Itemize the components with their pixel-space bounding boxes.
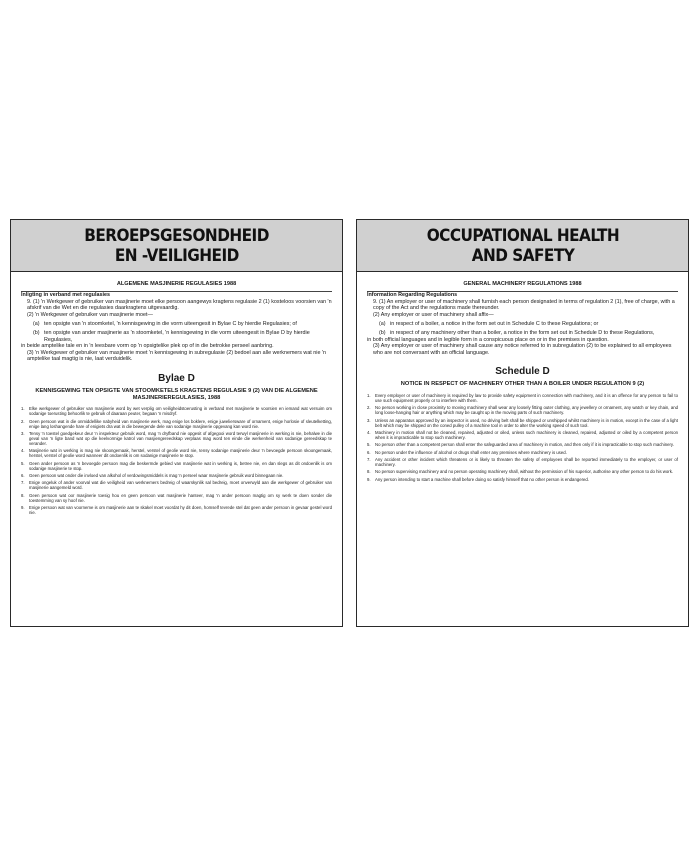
paragraph-9-3: (3) 'n Werkgewer of gebruiker van masjinerie moet 'n kennisgewing in subregulasie (2) bedoel aan alle werknemers wat nie 'n amptelike taal magtig is nie, laat verduidelik. xyxy=(27,349,327,363)
rule-item xyxy=(21,431,332,446)
item-label: (b) xyxy=(33,329,40,336)
rule-item xyxy=(21,480,332,490)
paragraph-tail: in both official languages and in legible form in a conspicuous place on or in the premises in question. xyxy=(367,336,609,343)
rule-text: Unless an apparatus approved by an inspector is used, no driving belt shall be shipped or unshipped whilst machinery is in motion, except in the case of a light belt which may be shipped on the coned pulley of a machine tool in order to alter the working speed of such tool. xyxy=(375,417,678,428)
list-item-a xyxy=(21,321,332,328)
rule-item xyxy=(367,430,678,440)
schedule-heading: Schedule D xyxy=(495,366,550,378)
rule-item xyxy=(367,418,678,428)
paragraph-9-1: 9. (1) An employer or user of machinery shall furnish each person designated in terms of regulation 2 (1), free of charge, with a copy of the Act and the regulations made thereunder. xyxy=(373,298,675,312)
notice-heading: KENNISGEWING TEN OPSIGTE VAN STOOMKETELS KRAGTENS REGULASIE 9 (2) VAN DIE ALGEMENE MASJINERIEREGULASIES, 1988 xyxy=(35,387,318,401)
rule-number: 5. xyxy=(21,460,25,466)
paragraph-9-1: 9. (1) 'n Werkgewer of gebruiker van masjinerie moet elke persoon aangewys kragtens regulasie 2 (1) kosteloos voorsien van 'n afskrif van die Wet en die regulasies daarkragtens uitgevaardig. xyxy=(27,298,332,312)
panel-header xyxy=(357,220,688,272)
rules-list xyxy=(21,406,332,515)
notice-heading: NOTICE IN RESPECT OF MACHINERY OTHER THAN A BOILER UNDER REGULATION 9 (2) xyxy=(400,381,645,388)
title-line-2: AND SAFETY xyxy=(471,245,574,266)
panel-body xyxy=(357,292,688,482)
item-label: (a) xyxy=(379,320,386,327)
rule-item xyxy=(21,505,332,515)
rule-item xyxy=(21,473,332,478)
rule-text: Geen persoon wat oor masjinerie toesig hou en geen persoon wat masjinerie hanteer, mag 'n ander persoon magtig om sy werk te doen sonder die toestemming van sy hoof nie. xyxy=(29,492,332,503)
rule-item xyxy=(367,469,678,474)
rule-item xyxy=(367,405,678,415)
item-text: in respect of a boiler, a notice in the form set out in Schedule C to these Regulations; or xyxy=(390,320,599,327)
rule-number: 1. xyxy=(367,392,371,398)
rule-item xyxy=(367,457,678,467)
rule-item xyxy=(367,450,678,455)
rule-number: 8. xyxy=(21,492,25,498)
paragraph-9-2: (2) Any employer or user of machinery shall affix— xyxy=(373,311,494,318)
rule-text: No person other than a competent person shall enter the safeguarded area of machinery in motion, and then only if it is impracticable to stop such machinery. xyxy=(375,442,674,448)
rules-list xyxy=(367,393,678,482)
rule-number: 4. xyxy=(21,448,25,454)
info-title: Inligting in verband met regulasies xyxy=(21,292,110,298)
rule-text: Enige persoon wat van voorneme is om masjinerie aan te skakel moet voordat hy dit doen, homself tevrede stel dat geen ander persoon in gevaar gestel word nie. xyxy=(29,505,332,516)
rule-item xyxy=(367,442,678,447)
rule-number: 5. xyxy=(367,442,371,448)
rule-text: Geen ander persoon as 'n bevoegde persoon mag die beskermde gebied van masjinerie wat in werking is, betree nie, en dan slegs as dit ondoenlik is om sodanige masjinerie te stop. xyxy=(29,460,332,471)
rule-text: Masjinerie wat in werking is mag nie skoongemaak, herstel, verstel of geolie word nie, tensy sodanige masjinerie deur 'n bevoegde persoon skoongemaak, herstel, verstel of geolie word wanneer dit ondoenlik is om sodanige masjinerie te stop. xyxy=(29,448,332,459)
rule-text: Geen persoon wat in die onmiddellike nabyheid van masjinerie werk, mag enige los boklere, enige juweliersware of ornament, enige horlosie of sleutelketting, enige lang loshangende hare of enigiets dra wat in die bewegende dele van sodanige masjinerie opgevang kan word nie. xyxy=(29,418,332,429)
list-item-a xyxy=(367,321,678,328)
panel-header xyxy=(11,220,342,272)
rule-number: 4. xyxy=(367,430,371,436)
rule-number: 7. xyxy=(367,457,371,462)
rule-number: 2. xyxy=(21,418,25,424)
rule-text: No person supervising machinery and no person operating machinery shall, without the permission of his superior, authorise any other person to do his work. xyxy=(375,469,674,475)
afrikaans-notice-panel xyxy=(10,219,343,627)
rule-item xyxy=(367,477,678,482)
rule-item xyxy=(367,393,678,403)
rule-text: No person under the influence of alcohol or drugs shall enter any premises where machinery is used. xyxy=(375,449,567,455)
rule-number: 1. xyxy=(21,406,25,412)
rule-number: 9. xyxy=(21,505,25,511)
rule-number: 2. xyxy=(367,405,371,411)
paragraph-9-2: (2) 'n Werkgewer of gebruiker van masjinerie moet— xyxy=(27,311,153,318)
info-title: Information Regarding Regulations xyxy=(367,292,458,298)
rule-text: Any person intending to start a machine shall before doing so satisfy himself that no other person is endangered. xyxy=(375,476,590,482)
title-line-1: OCCUPATIONAL HEALTH xyxy=(426,225,619,246)
panel-body xyxy=(11,292,342,515)
item-text: in respect of any machinery other than a boiler, a notice in the form set out in Schedule D to these Regulations, xyxy=(390,329,655,336)
rule-text: Tensy 'n toestel goedgekeur deur 'n inspekteur gebruik word, mag 'n dryfband nie opgesit of afgegooi word terwyl masjinerie in werking is nie, behalwe in die geval van 'n ligte band wat op die keelvormige katrol van masjiengereedskap verplaas mag word ten einde die werkenheid van sodanige gereedskap te verander. xyxy=(29,430,332,447)
rule-item xyxy=(21,461,332,471)
rule-number: 6. xyxy=(367,449,371,455)
list-item-b xyxy=(21,330,332,343)
item-text: ten opsigte van 'n stoomketel, 'n kennisgewing in die vorm uiteengesit in Bylae C by hierdie Regulasies; of xyxy=(44,320,297,327)
list-item-b xyxy=(367,330,678,337)
rule-number: 3. xyxy=(21,430,25,436)
english-notice-panel xyxy=(356,219,689,627)
rule-text: Elke werkgewer of gebruiker van masjinerie word by wet verplig om veiligheidstoerusting in verband met masjinerie te voorsien en iemand wat versuim om sodanige toerusting behoorlik te gebruik of daaraan peuter, begaan 'n misdryf. xyxy=(29,406,332,417)
paragraph-9-3: (3) Any employer or user of machinery shall cause any notice referred to in subregulation (2) to be explained to all employees who are not conversant with an official language. xyxy=(373,343,672,356)
schedule-heading: Bylae D xyxy=(158,372,195,384)
rule-text: Any accident or other incident which threatens or is likely to threaten the safety of employees shall be reported immediately to the employer, or user of machinery. xyxy=(375,457,678,468)
rule-item xyxy=(21,493,332,503)
rule-text: Enige ongeluk of ander voorval wat die veiligheid van werknemers bedreig of waarskynlik sal bedreig, moet onverwyld aan die werkgewer of gebruiker van masjinerie aangemeld word. xyxy=(29,480,332,491)
title-line-2: EN -VEILIGHEID xyxy=(114,245,239,266)
title-line-1: BEROEPSGESONDHEID xyxy=(84,225,269,246)
rule-number: 8. xyxy=(367,469,371,475)
paragraph-tail: in beide amptelike tale en in 'n leesbare vorm op 'n opsigtelike plek op of in die betrokke perseel aanbring. xyxy=(21,343,274,350)
rule-number: 9. xyxy=(367,476,371,482)
rule-item xyxy=(21,419,332,429)
rule-text: Every employer or user of machinery is required by law to provide safety equipment in connection with machinery, and it is an offence for any person to fail to use such equipment properly or to interfere with them. xyxy=(375,392,678,404)
rule-number: 6. xyxy=(21,473,25,479)
rule-number: 7. xyxy=(21,480,25,486)
item-label: (a) xyxy=(33,320,40,327)
item-label: (b) xyxy=(379,329,386,336)
rule-text: Geen persoon wat onder die invloed van alkohol of verdowingsmiddels is mag 'n perseel waar masjinerie gebruik word binnegaan nie. xyxy=(29,473,284,479)
regulations-subtitle: GENERAL MACHINERY REGULATIONS 1988 xyxy=(367,281,678,292)
rule-item xyxy=(21,406,332,416)
rule-number: 3. xyxy=(367,417,371,423)
rule-text: Machinery in motion shall not be cleaned, repaired, adjusted or oiled, unless such machinery is cleaned, repaired, adjusted or oiled by a competent person when it is impracticable to stop such machinery. xyxy=(375,430,678,441)
rule-text: No person working in close proximity to moving machinery shall wear any loosely fitting outer clothing, any jewellery or ornament, any watch or key chain, and long loose-hanging hair or anything which may be caught up in the moving parts of such machinery. xyxy=(375,405,678,416)
rule-item xyxy=(21,448,332,458)
item-text: ten opsigte van ander masjinerie as 'n stoomketel, 'n kennisgewing in die vorm uiteengesit in Bylae D by hierdie Regulasies, xyxy=(44,329,310,343)
regulations-subtitle: ALGEMENE MASJINERIE REGULASIES 1988 xyxy=(21,281,332,292)
